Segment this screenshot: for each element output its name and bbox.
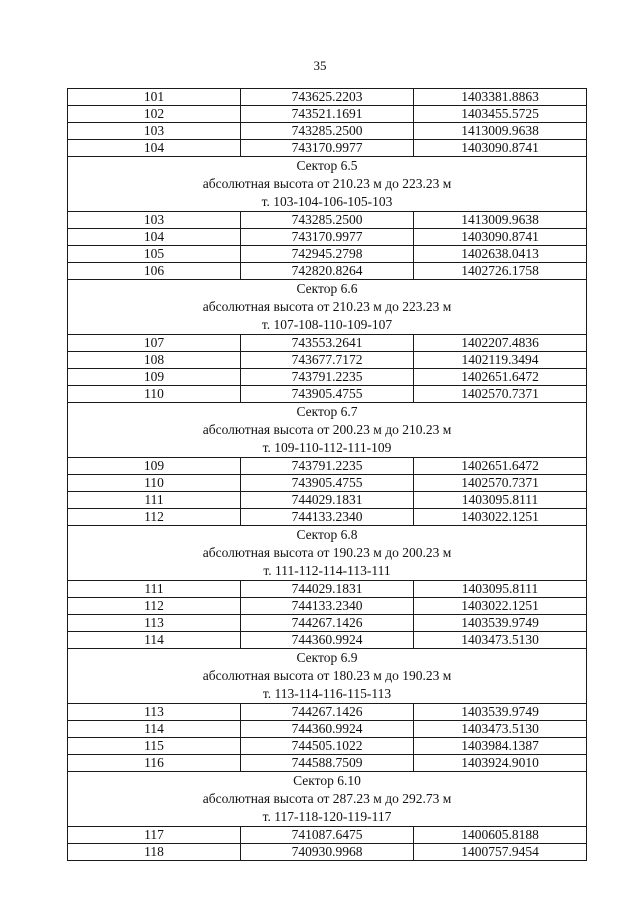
sector-height-range: абсолютная высота от 180.23 м до 190.23 м xyxy=(68,667,587,685)
point-number-cell: 117 xyxy=(68,827,241,844)
table-row xyxy=(68,615,587,632)
point-number-cell: 109 xyxy=(68,369,241,386)
point-number-cell: 113 xyxy=(68,704,241,721)
y-coordinate-cell: 1402570.7371 xyxy=(414,386,587,403)
sector-height-row xyxy=(68,790,587,808)
table-row xyxy=(68,492,587,509)
table-row xyxy=(68,386,587,403)
point-number-cell: 105 xyxy=(68,246,241,263)
x-coordinate-cell: 743625.2203 xyxy=(241,89,414,106)
sector-height-row xyxy=(68,175,587,193)
x-coordinate-cell: 743791.2235 xyxy=(241,458,414,475)
x-coordinate-cell: 743521.1691 xyxy=(241,106,414,123)
y-coordinate-cell: 1400605.8188 xyxy=(414,827,587,844)
point-number-cell: 111 xyxy=(68,581,241,598)
y-coordinate-cell: 1403095.8111 xyxy=(414,581,587,598)
x-coordinate-cell: 743285.2500 xyxy=(241,212,414,229)
table-row xyxy=(68,458,587,475)
x-coordinate-cell: 742820.8264 xyxy=(241,263,414,280)
sector-points-row xyxy=(68,685,587,704)
sector-title-row xyxy=(68,280,587,299)
y-coordinate-cell: 1403022.1251 xyxy=(414,509,587,526)
sector-points-row xyxy=(68,439,587,458)
point-number-cell: 103 xyxy=(68,212,241,229)
x-coordinate-cell: 743905.4755 xyxy=(241,386,414,403)
sector-points-row xyxy=(68,808,587,827)
point-number-cell: 102 xyxy=(68,106,241,123)
y-coordinate-cell: 1403095.8111 xyxy=(414,492,587,509)
sector-title-row xyxy=(68,157,587,176)
x-coordinate-cell: 741087.6475 xyxy=(241,827,414,844)
x-coordinate-cell: 744267.1426 xyxy=(241,615,414,632)
y-coordinate-cell: 1400757.9454 xyxy=(414,844,587,861)
x-coordinate-cell: 743791.2235 xyxy=(241,369,414,386)
table-row xyxy=(68,581,587,598)
point-number-cell: 114 xyxy=(68,632,241,649)
sector-points-row xyxy=(68,316,587,335)
x-coordinate-cell: 740930.9968 xyxy=(241,844,414,861)
sector-height-range: абсолютная высота от 287.23 м до 292.73 м xyxy=(68,790,587,808)
y-coordinate-cell: 1402570.7371 xyxy=(414,475,587,492)
sector-points-row xyxy=(68,193,587,212)
sector-height-range: абсолютная высота от 200.23 м до 210.23 м xyxy=(68,421,587,439)
sector-point-list: т. 117-118-120-119-117 xyxy=(68,808,587,827)
table-row xyxy=(68,598,587,615)
y-coordinate-cell: 1403539.9749 xyxy=(414,615,587,632)
point-number-cell: 118 xyxy=(68,844,241,861)
sector-height-range: абсолютная высота от 210.23 м до 223.23 м xyxy=(68,298,587,316)
table-row xyxy=(68,632,587,649)
sector-height-row xyxy=(68,544,587,562)
x-coordinate-cell: 744029.1831 xyxy=(241,492,414,509)
x-coordinate-cell: 744588.7509 xyxy=(241,755,414,772)
table-row xyxy=(68,509,587,526)
table-row xyxy=(68,263,587,280)
table-row xyxy=(68,352,587,369)
point-number-cell: 109 xyxy=(68,458,241,475)
x-coordinate-cell: 744360.9924 xyxy=(241,721,414,738)
point-number-cell: 110 xyxy=(68,475,241,492)
y-coordinate-cell: 1402651.6472 xyxy=(414,369,587,386)
sector-title: Сектор 6.8 xyxy=(68,526,587,545)
x-coordinate-cell: 743677.7172 xyxy=(241,352,414,369)
point-number-cell: 112 xyxy=(68,509,241,526)
sector-height-row xyxy=(68,667,587,685)
sector-height-row xyxy=(68,298,587,316)
y-coordinate-cell: 1403455.5725 xyxy=(414,106,587,123)
point-number-cell: 103 xyxy=(68,123,241,140)
point-number-cell: 110 xyxy=(68,386,241,403)
y-coordinate-cell: 1403090.8741 xyxy=(414,229,587,246)
sector-point-list: т. 107-108-110-109-107 xyxy=(68,316,587,335)
table-row xyxy=(68,755,587,772)
y-coordinate-cell: 1402119.3494 xyxy=(414,352,587,369)
sector-title-row xyxy=(68,526,587,545)
y-coordinate-cell: 1403924.9010 xyxy=(414,755,587,772)
sector-title-row xyxy=(68,649,587,668)
table-row xyxy=(68,738,587,755)
x-coordinate-cell: 743285.2500 xyxy=(241,123,414,140)
table-row xyxy=(68,844,587,861)
point-number-cell: 106 xyxy=(68,263,241,280)
point-number-cell: 107 xyxy=(68,335,241,352)
sector-point-list: т. 113-114-116-115-113 xyxy=(68,685,587,704)
sector-title-row xyxy=(68,403,587,422)
point-number-cell: 104 xyxy=(68,229,241,246)
y-coordinate-cell: 1403539.9749 xyxy=(414,704,587,721)
point-number-cell: 114 xyxy=(68,721,241,738)
table-row xyxy=(68,704,587,721)
table-row xyxy=(68,89,587,106)
y-coordinate-cell: 1403090.8741 xyxy=(414,140,587,157)
table-row xyxy=(68,246,587,263)
y-coordinate-cell: 1403381.8863 xyxy=(414,89,587,106)
y-coordinate-cell: 1403984.1387 xyxy=(414,738,587,755)
y-coordinate-cell: 1402651.6472 xyxy=(414,458,587,475)
y-coordinate-cell: 1403473.5130 xyxy=(414,721,587,738)
sector-height-row xyxy=(68,421,587,439)
point-number-cell: 108 xyxy=(68,352,241,369)
table-row xyxy=(68,721,587,738)
sector-points-row xyxy=(68,562,587,581)
coordinates-table xyxy=(67,88,587,861)
table-row xyxy=(68,212,587,229)
x-coordinate-cell: 744029.1831 xyxy=(241,581,414,598)
table-row xyxy=(68,140,587,157)
x-coordinate-cell: 744360.9924 xyxy=(241,632,414,649)
y-coordinate-cell: 1413009.9638 xyxy=(414,212,587,229)
x-coordinate-cell: 744505.1022 xyxy=(241,738,414,755)
sector-height-range: абсолютная высота от 210.23 м до 223.23 м xyxy=(68,175,587,193)
point-number-cell: 104 xyxy=(68,140,241,157)
table-row xyxy=(68,229,587,246)
sector-title: Сектор 6.6 xyxy=(68,280,587,299)
sector-title: Сектор 6.7 xyxy=(68,403,587,422)
table-row xyxy=(68,106,587,123)
coordinates-table-body xyxy=(68,89,587,861)
x-coordinate-cell: 743553.2641 xyxy=(241,335,414,352)
sector-title: Сектор 6.9 xyxy=(68,649,587,668)
point-number-cell: 116 xyxy=(68,755,241,772)
table-row xyxy=(68,827,587,844)
x-coordinate-cell: 743170.9977 xyxy=(241,229,414,246)
page-number: 35 xyxy=(313,58,327,73)
y-coordinate-cell: 1403473.5130 xyxy=(414,632,587,649)
x-coordinate-cell: 744133.2340 xyxy=(241,509,414,526)
y-coordinate-cell: 1402638.0413 xyxy=(414,246,587,263)
sector-title: Сектор 6.5 xyxy=(68,157,587,176)
x-coordinate-cell: 743170.9977 xyxy=(241,140,414,157)
y-coordinate-cell: 1403022.1251 xyxy=(414,598,587,615)
sector-title-row xyxy=(68,772,587,791)
y-coordinate-cell: 1413009.9638 xyxy=(414,123,587,140)
x-coordinate-cell: 744133.2340 xyxy=(241,598,414,615)
table-row xyxy=(68,335,587,352)
sector-title: Сектор 6.10 xyxy=(68,772,587,791)
sector-point-list: т. 111-112-114-113-111 xyxy=(68,562,587,581)
y-coordinate-cell: 1402726.1758 xyxy=(414,263,587,280)
x-coordinate-cell: 742945.2798 xyxy=(241,246,414,263)
point-number-cell: 111 xyxy=(68,492,241,509)
sector-point-list: т. 109-110-112-111-109 xyxy=(68,439,587,458)
table-row xyxy=(68,123,587,140)
x-coordinate-cell: 744267.1426 xyxy=(241,704,414,721)
table-row xyxy=(68,369,587,386)
table-row xyxy=(68,475,587,492)
point-number-cell: 115 xyxy=(68,738,241,755)
sector-height-range: абсолютная высота от 190.23 м до 200.23 м xyxy=(68,544,587,562)
sector-point-list: т. 103-104-106-105-103 xyxy=(68,193,587,212)
point-number-cell: 112 xyxy=(68,598,241,615)
y-coordinate-cell: 1402207.4836 xyxy=(414,335,587,352)
point-number-cell: 101 xyxy=(68,89,241,106)
x-coordinate-cell: 743905.4755 xyxy=(241,475,414,492)
point-number-cell: 113 xyxy=(68,615,241,632)
